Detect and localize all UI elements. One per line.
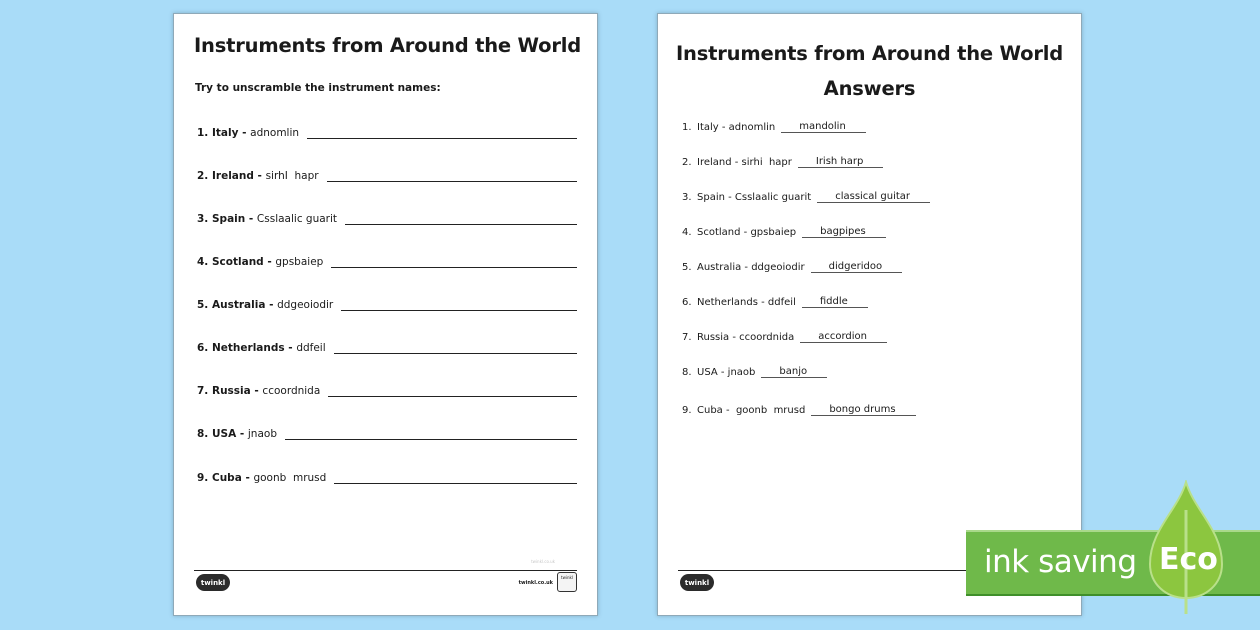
item-scrambled-word: goonb mrusd: [253, 472, 327, 484]
item-number: 2.: [682, 157, 692, 168]
item-country: Cuba: [212, 472, 242, 484]
item-number: 6.: [682, 297, 692, 308]
answers-title-line2: Answers: [823, 77, 916, 100]
item-answer: bongo drums: [811, 404, 915, 416]
item-number: 5.: [197, 299, 209, 311]
answer-item: [682, 402, 916, 416]
question-item: [197, 168, 577, 182]
item-answer: fiddle: [802, 296, 868, 308]
footer-small-text: twinkl.co.uk: [531, 559, 555, 564]
item-separator: -: [263, 256, 276, 268]
question-item: [197, 383, 577, 397]
answer-item: [682, 364, 827, 378]
answer-item: [682, 119, 866, 133]
item-question: Spain - Csslaalic guarit: [697, 192, 812, 203]
item-answer: classical guitar: [817, 191, 930, 203]
item-number: 3.: [197, 213, 209, 225]
item-number: 1.: [682, 122, 692, 133]
item-number: 2.: [197, 170, 209, 182]
item-scrambled-word: ccoordnida: [262, 385, 321, 397]
item-country: Russia: [212, 385, 251, 397]
footer-site-url: twinkl.co.uk: [518, 580, 553, 586]
item-separator: -: [284, 342, 297, 354]
item-answer: didgeridoo: [811, 261, 902, 273]
item-country: Scotland: [212, 256, 264, 268]
item-question: Australia - ddgeoiodir: [697, 262, 805, 273]
answer-blank-line[interactable]: [328, 387, 577, 397]
twinkl-badge: twinkl: [557, 572, 577, 592]
item-separator: -: [245, 213, 257, 225]
eco-badge-label: Eco: [1159, 542, 1218, 577]
twinkl-logo: twinkl: [196, 574, 230, 591]
answer-blank-line[interactable]: [331, 258, 577, 268]
answers-title: [658, 36, 1081, 106]
item-question: Russia - ccoordnida: [697, 332, 795, 343]
answer-worksheet: [657, 13, 1082, 616]
item-question: USA - jnaob: [697, 367, 756, 378]
item-answer: Irish harp: [798, 156, 884, 168]
question-item: [197, 297, 577, 311]
question-item: [197, 470, 577, 484]
answer-blank-line[interactable]: [345, 215, 577, 225]
question-item: [197, 340, 577, 354]
item-question: Scotland - gpsbaiep: [697, 227, 797, 238]
answer-item: [682, 224, 886, 238]
question-item: [197, 211, 577, 225]
item-number: 6.: [197, 342, 209, 354]
answer-item: [682, 294, 868, 308]
item-scrambled-word: ddgeoiodir: [277, 299, 334, 311]
item-country: USA: [212, 428, 237, 440]
item-number: 5.: [682, 262, 692, 273]
answer-item: [682, 329, 887, 343]
item-number: 4.: [197, 256, 209, 268]
item-question: Cuba - goonb mrusd: [697, 405, 806, 416]
item-number: 7.: [682, 332, 692, 343]
ink-saving-label: ink saving: [984, 544, 1137, 580]
answer-blank-line[interactable]: [327, 172, 577, 182]
item-scrambled-word: ddfeil: [296, 342, 326, 354]
item-country: Australia: [212, 299, 266, 311]
question-item: [197, 426, 577, 440]
item-scrambled-word: Csslaalic guarit: [256, 213, 338, 225]
item-question: Italy - adnomlin: [697, 122, 776, 133]
item-number: 4.: [682, 227, 692, 238]
item-number: 8.: [682, 367, 692, 378]
answer-blank-line[interactable]: [334, 344, 577, 354]
answer-blank-line[interactable]: [285, 430, 577, 440]
answer-blank-line[interactable]: [341, 301, 577, 311]
twinkl-logo: twinkl: [680, 574, 714, 591]
item-scrambled-word: sirhI hapr: [265, 170, 319, 182]
worksheet-instruction: Try to unscramble the instrument names:: [195, 82, 441, 94]
item-number: 9.: [682, 405, 692, 416]
item-number: 7.: [197, 385, 209, 397]
answer-item: [682, 259, 902, 273]
item-answer: mandolin: [781, 121, 866, 133]
item-separator: -: [236, 428, 248, 440]
item-number: 3.: [682, 192, 692, 203]
question-worksheet: [173, 13, 598, 616]
item-country: Ireland: [212, 170, 254, 182]
worksheet-title: Instruments from Around the World: [194, 34, 582, 57]
item-country: Spain: [212, 213, 246, 225]
item-number: 8.: [197, 428, 209, 440]
question-item: [197, 254, 577, 268]
item-separator: -: [241, 472, 254, 484]
item-number: 1.: [197, 127, 209, 139]
answer-item: [682, 154, 883, 168]
item-separator: -: [253, 170, 266, 182]
item-number: 9.: [197, 472, 209, 484]
answer-blank-line[interactable]: [307, 129, 577, 139]
item-scrambled-word: jnaob: [247, 428, 277, 440]
item-country: Netherlands: [212, 342, 285, 354]
item-separator: -: [265, 299, 278, 311]
answer-blank-line[interactable]: [334, 474, 577, 484]
item-country: Italy: [212, 127, 239, 139]
answers-title-line1: Instruments from Around the World: [675, 42, 1064, 65]
item-answer: bagpipes: [802, 226, 886, 238]
item-scrambled-word: gpsbaiep: [275, 256, 324, 268]
question-item: [197, 125, 577, 139]
footer-divider: [194, 570, 577, 571]
item-question: Ireland - sirhi hapr: [697, 157, 792, 168]
item-scrambled-word: adnomlin: [250, 127, 300, 139]
item-answer: banjo: [761, 366, 827, 378]
item-question: Netherlands - ddfeil: [697, 297, 796, 308]
answer-item: [682, 189, 930, 203]
item-answer: accordion: [800, 331, 887, 343]
item-separator: -: [250, 385, 263, 397]
item-separator: -: [238, 127, 251, 139]
